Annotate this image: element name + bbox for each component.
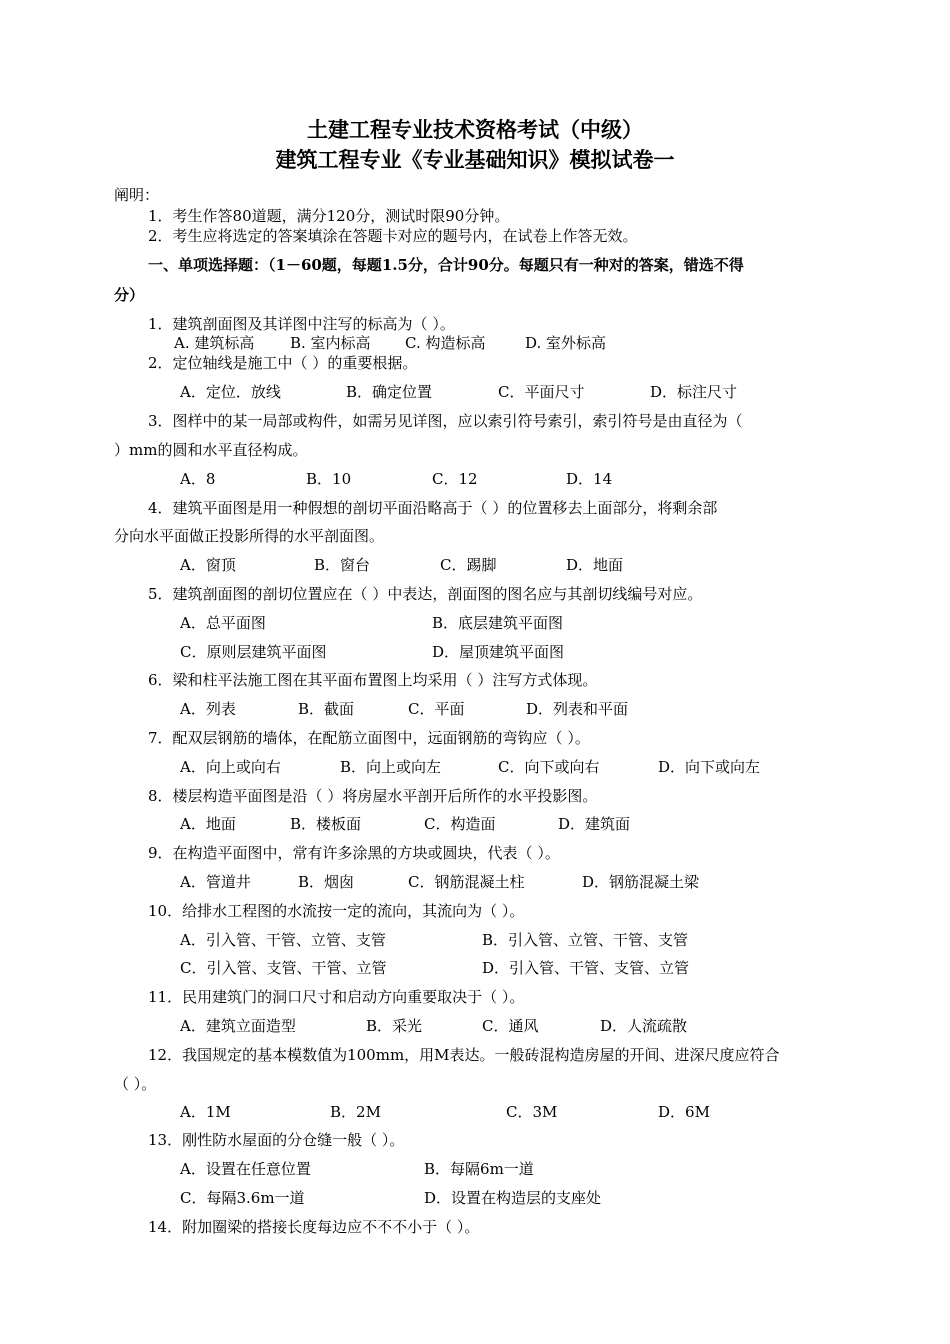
option: C．原则层建筑平面图 xyxy=(180,643,327,661)
section-heading: 一、单项选择题：（1－60题，每题1.5分，合计90分。每题只有一种对的答案，错选不得 xyxy=(148,256,744,274)
question-stem: 13．刚性防水屋面的分仓缝一般（ ）。 xyxy=(148,1131,405,1149)
question-stem: 4．建筑平面图是用一种假想的剖切平面沿略高于（ ）的位置移去上面部分，将剩余部 xyxy=(148,499,718,517)
option: A．8 xyxy=(180,470,216,488)
option: C．踢脚 xyxy=(440,556,497,574)
option: A．1M xyxy=(180,1103,231,1121)
option: D．6M xyxy=(658,1103,710,1121)
option: A．引入管、干管、立管、支管 xyxy=(180,931,386,949)
option: B．窗台 xyxy=(314,556,371,574)
option: D．人流疏散 xyxy=(600,1017,688,1035)
option: A．列表 xyxy=(180,700,236,718)
option: A．设置在任意位置 xyxy=(180,1160,311,1178)
option: A．地面 xyxy=(180,815,236,833)
question-stem: 8．楼层构造平面图是沿（ ）将房屋水平剖开后所作的水平投影图。 xyxy=(148,787,598,805)
question-stem: 11．民用建筑门的洞口尺寸和启动方向重要取决于（ ）。 xyxy=(148,988,525,1006)
option: B．每隔6m一道 xyxy=(424,1160,534,1178)
question-stem: 9．在构造平面图中，常有许多涂黑的方块或圆块，代表（ ）。 xyxy=(148,844,560,862)
option: D. 室外标高 xyxy=(525,334,607,352)
option: B．烟囱 xyxy=(298,873,355,891)
option: A．定位．放线 xyxy=(180,383,281,401)
question-stem-cont: ）mm的圆和水平直径构成。 xyxy=(114,441,308,459)
option: D．地面 xyxy=(566,556,624,574)
option: B．采光 xyxy=(366,1017,423,1035)
note-item: 2．考生应将选定的答案填涂在答题卡对应的题号内，在试卷上作答无效。 xyxy=(148,227,638,245)
option: B．截面 xyxy=(298,700,355,718)
option: A．建筑立面造型 xyxy=(180,1017,296,1035)
option: C．通风 xyxy=(482,1017,539,1035)
option: D．钢筋混凝土梁 xyxy=(582,873,700,891)
question-stem: 5．建筑剖面图的剖切位置应在（ ）中表达，剖面图的图名应与其剖切线编号对应。 xyxy=(148,585,703,603)
option: B．确定位置 xyxy=(346,383,433,401)
option: C．3M xyxy=(506,1103,558,1121)
question-stem-cont: （ ）。 xyxy=(114,1075,157,1093)
option: D．列表和平面 xyxy=(526,700,629,718)
option: C．构造面 xyxy=(424,815,496,833)
question-stem: 1．建筑剖面图及其详图中注写的标高为（ ）。 xyxy=(148,315,455,333)
option: D．标注尺寸 xyxy=(650,383,738,401)
option: C．每隔3.6m一道 xyxy=(180,1189,305,1207)
note-item: 1．考生作答80道题，满分120分，测试时限90分钟。 xyxy=(148,207,510,225)
option: A．管道井 xyxy=(180,873,251,891)
option: C．钢筋混凝土柱 xyxy=(408,873,525,891)
option: D．建筑面 xyxy=(558,815,631,833)
option: A．窗顶 xyxy=(180,556,236,574)
question-stem: 6．梁和柱平法施工图在其平面布置图上均采用（ ）注写方式体现。 xyxy=(148,671,598,689)
option: B．引入管、立管、干管、支管 xyxy=(482,931,689,949)
question-stem: 7．配双层钢筋的墙体，在配筋立面图中，远面钢筋的弯钩应（ ）。 xyxy=(148,729,590,747)
option: A．总平面图 xyxy=(180,614,266,632)
option: D．引入管、干管、支管、立管 xyxy=(482,959,690,977)
question-stem: 14．附加圈梁的搭接长度每边应不不不小于（ ）。 xyxy=(148,1218,480,1236)
option: B．10 xyxy=(306,470,352,488)
option: D．屋顶建筑平面图 xyxy=(432,643,565,661)
question-stem: 2．定位轴线是施工中（ ）的重要根据。 xyxy=(148,354,418,372)
option: A．向上或向右 xyxy=(180,758,281,776)
option: B．向上或向左 xyxy=(340,758,442,776)
option: A. 建筑标高 xyxy=(174,334,255,352)
option: D．设置在构造层的支座处 xyxy=(424,1189,602,1207)
option: C．引入管、支管、干管、立管 xyxy=(180,959,387,977)
option: C．12 xyxy=(432,470,478,488)
question-stem-cont: 分向水平面做正投影所得的水平剖面图。 xyxy=(114,527,385,545)
option: D．向下或向左 xyxy=(658,758,761,776)
note-label: 阐明： xyxy=(114,186,160,204)
option: C．平面 xyxy=(408,700,465,718)
option: B. 室内标高 xyxy=(290,334,371,352)
option: B．2M xyxy=(330,1103,381,1121)
question-stem: 3．图样中的某一局部或构件，如需另见详图，应以索引符号索引，索引符号是由直径为（ xyxy=(148,412,743,430)
option: C．平面尺寸 xyxy=(498,383,585,401)
section-heading-cont: 分） xyxy=(114,286,145,304)
option: C．向下或向右 xyxy=(498,758,600,776)
question-stem: 12．我国规定的基本模数值为100mm，用M表达。一般砖混构造房屋的开间、进深尺度应符合 xyxy=(148,1046,780,1064)
option: B．楼板面 xyxy=(290,815,362,833)
option: C. 构造标高 xyxy=(405,334,486,352)
question-stem: 10．给排水工程图的水流按一定的流向，其流向为（ ）。 xyxy=(148,902,525,920)
page-title: 土建工程专业技术资格考试（中级） xyxy=(307,117,643,142)
option: B．底层建筑平面图 xyxy=(432,614,564,632)
page-subtitle: 建筑工程专业《专业基础知识》模拟试卷一 xyxy=(275,147,675,172)
option: D．14 xyxy=(566,470,613,488)
